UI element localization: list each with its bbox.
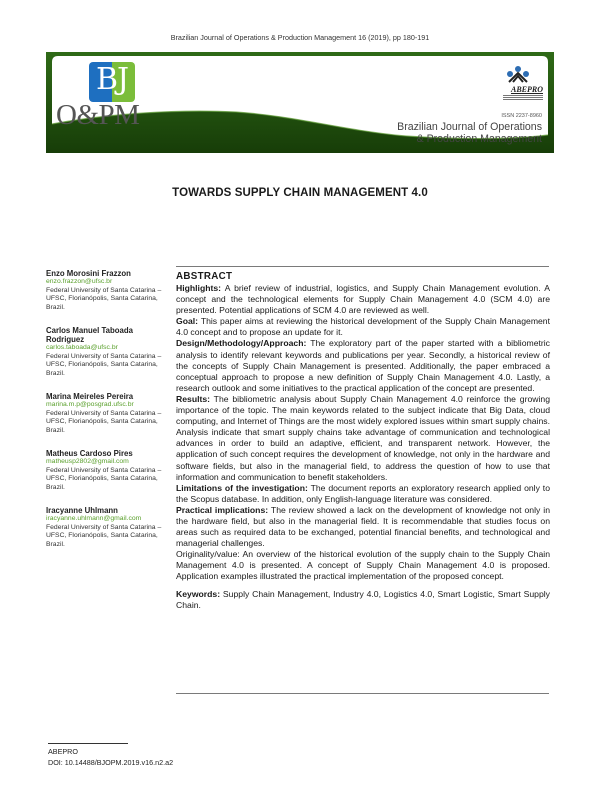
- author-name: Marina Meireles Pereira: [46, 392, 134, 401]
- section-label: Limitations of the investigation:: [176, 482, 308, 493]
- bj-logo-letters: BJ: [95, 62, 129, 97]
- author-entry: [46, 506, 172, 549]
- author-affiliation: Federal University of Santa Catarina – UFSC, Florianópolis, Santa Catarina, Brazil.: [46, 352, 162, 377]
- section-text: The bibliometric analysis about Supply Chain Management 4.0 reinforce the growing importance of the topic. The main keywords related to the subject indicate that Big Data, cloud computing, and Internet of Things are the most widely explored issues within smart supply chains. Analysis indicate that smart supply chains take advantage of communication and technological advances in order to build an adaptive, efficient, and transparent network. However, the application of such concept requires the development of knowledge, not only in the hardware and software fields, but also in the managerial field, to address the question of how to use that information and communication to benefit stakeholders.: [176, 393, 550, 482]
- author-email-link[interactable]: iracyanne.uhlmann@gmail.com: [46, 515, 142, 522]
- abstract-originality: [176, 549, 550, 582]
- journal-name-line2: & Production Management: [416, 133, 542, 145]
- section-label: Results:: [176, 393, 211, 404]
- journal-name: [397, 121, 542, 145]
- author-name: Iracyanne Uhlmann: [46, 506, 118, 515]
- section-label: Design/Methodology/Approach:: [176, 338, 307, 349]
- abstract-highlights: [176, 283, 550, 316]
- author-entry: [46, 326, 172, 378]
- opm-logo-text: O&PM: [56, 99, 140, 131]
- author-name: Enzo Morosini Frazzon: [46, 269, 131, 278]
- section-text: The document reports an exploratory research applied only to the Scopus database. In addition, only English-language literature was considered.: [176, 482, 550, 504]
- section-text: The review showed a lack on the development of knowledge not only in the hardware field, but also in the managerial field. It is recommendable that studies focus on areas such as required data to be exchanged, potential financial benefits, and technological and managerial challenges.: [176, 504, 550, 549]
- abstract-goal: [176, 316, 550, 338]
- abstract-results: [176, 394, 550, 483]
- author-affiliation: Federal University of Santa Catarina – UFSC, Florianópolis, Santa Catarina, Brazil.: [46, 409, 162, 434]
- abstract-bottom-rule: [176, 693, 549, 694]
- paper-title: TOWARDS SUPPLY CHAIN MANAGEMENT 4.0: [172, 187, 428, 199]
- author-name: Matheus Cardoso Pires: [46, 449, 133, 458]
- abepro-logo-icon: [505, 65, 531, 85]
- section-text: Originality/value: An overview of the historical evolution of the supply chain to the Supply Chain Management 4.0 is presented. A concept of Supply Chain Management 4.0 is proposed. Application examples illustrated the practical implementation of the proposed concept.: [176, 549, 550, 582]
- abstract-top-rule: [176, 266, 549, 267]
- author-entry: [46, 449, 172, 492]
- abstract-design: [176, 338, 550, 393]
- author-entry: [46, 269, 172, 312]
- footer-publisher: ABEPRO: [48, 747, 78, 756]
- running-head: Brazilian Journal of Operations & Production Management 16 (2019), pp 180-191: [170, 33, 430, 42]
- author-name: Carlos Manuel Taboada Rodriguez: [46, 326, 133, 344]
- keywords-text: Supply Chain Management, Industry 4.0, Logistics 4.0, Smart Logistic, Smart Supply Chain.: [176, 588, 550, 610]
- footer-doi[interactable]: DOI: 10.14488/BJOPM.2019.v16.n2.a2: [48, 757, 174, 767]
- section-label: Goal:: [176, 316, 199, 327]
- author-affiliation: Federal University of Santa Catarina – UFSC, Florianópolis, Santa Catarina, Brazil.: [46, 466, 162, 491]
- abepro-logo-text: ABEPRO: [510, 85, 543, 94]
- abstract-limitations: [176, 483, 550, 505]
- section-text: The exploratory part of the paper started with a bibliometric analysis to identify relevant keywords and publications per year. Secondly, a historical review of the concepts of Supply Chain Management is presented. Additionally, the paper embraced a conceptual approach to propose a new definition of Supply Chain Management 4.0. Lastly, a research outlook and some initiatives to the practical application of the concept are presented.: [176, 338, 550, 393]
- author-affiliation: Federal University of Santa Catarina – UFSC, Florianópolis, Santa Catarina, Brazil.: [46, 286, 162, 311]
- keywords-label: Keywords:: [176, 588, 221, 599]
- page-footer: [48, 747, 173, 768]
- abepro-tagline-lines: [503, 95, 543, 101]
- section-label: Practical implications:: [176, 504, 269, 515]
- abstract-keywords: [176, 589, 550, 611]
- section-text: A brief review of industrial, logistics, and Supply Chain Management evolution. A concept and the technological elements for Supply Chain Management 4.0 (SCM 4.0) are presented. Potential applications of SCM 4.0 are reviewed as well.: [176, 283, 550, 316]
- section-text: This paper aims at reviewing the historical development of the Supply Chain Management 4.0 concept and to propose an update for it.: [176, 316, 550, 338]
- author-entry: [46, 392, 172, 435]
- footer-rule: [48, 743, 128, 744]
- journal-name-line1: Brazilian Journal of Operations: [397, 121, 542, 133]
- abstract-heading: ABSTRACT: [176, 271, 233, 282]
- issn-label: ISSN 2237-8960: [501, 113, 542, 119]
- author-email-link[interactable]: marina.m.p@posgrad.ufsc.br: [46, 401, 134, 408]
- section-label: Highlights:: [176, 283, 222, 293]
- author-list: [46, 269, 172, 563]
- author-email-link[interactable]: matheusp2802@gmail.com: [46, 458, 129, 465]
- abstract-practical-implications: [176, 505, 550, 549]
- author-email-link[interactable]: carlos.taboada@ufsc.br: [46, 344, 118, 351]
- author-email-link[interactable]: enzo.frazzon@ufsc.br: [46, 278, 113, 285]
- author-affiliation: Federal University of Santa Catarina – UFSC, Florianópolis, Santa Catarina, Brazil.: [46, 523, 162, 548]
- abstract: [176, 271, 550, 611]
